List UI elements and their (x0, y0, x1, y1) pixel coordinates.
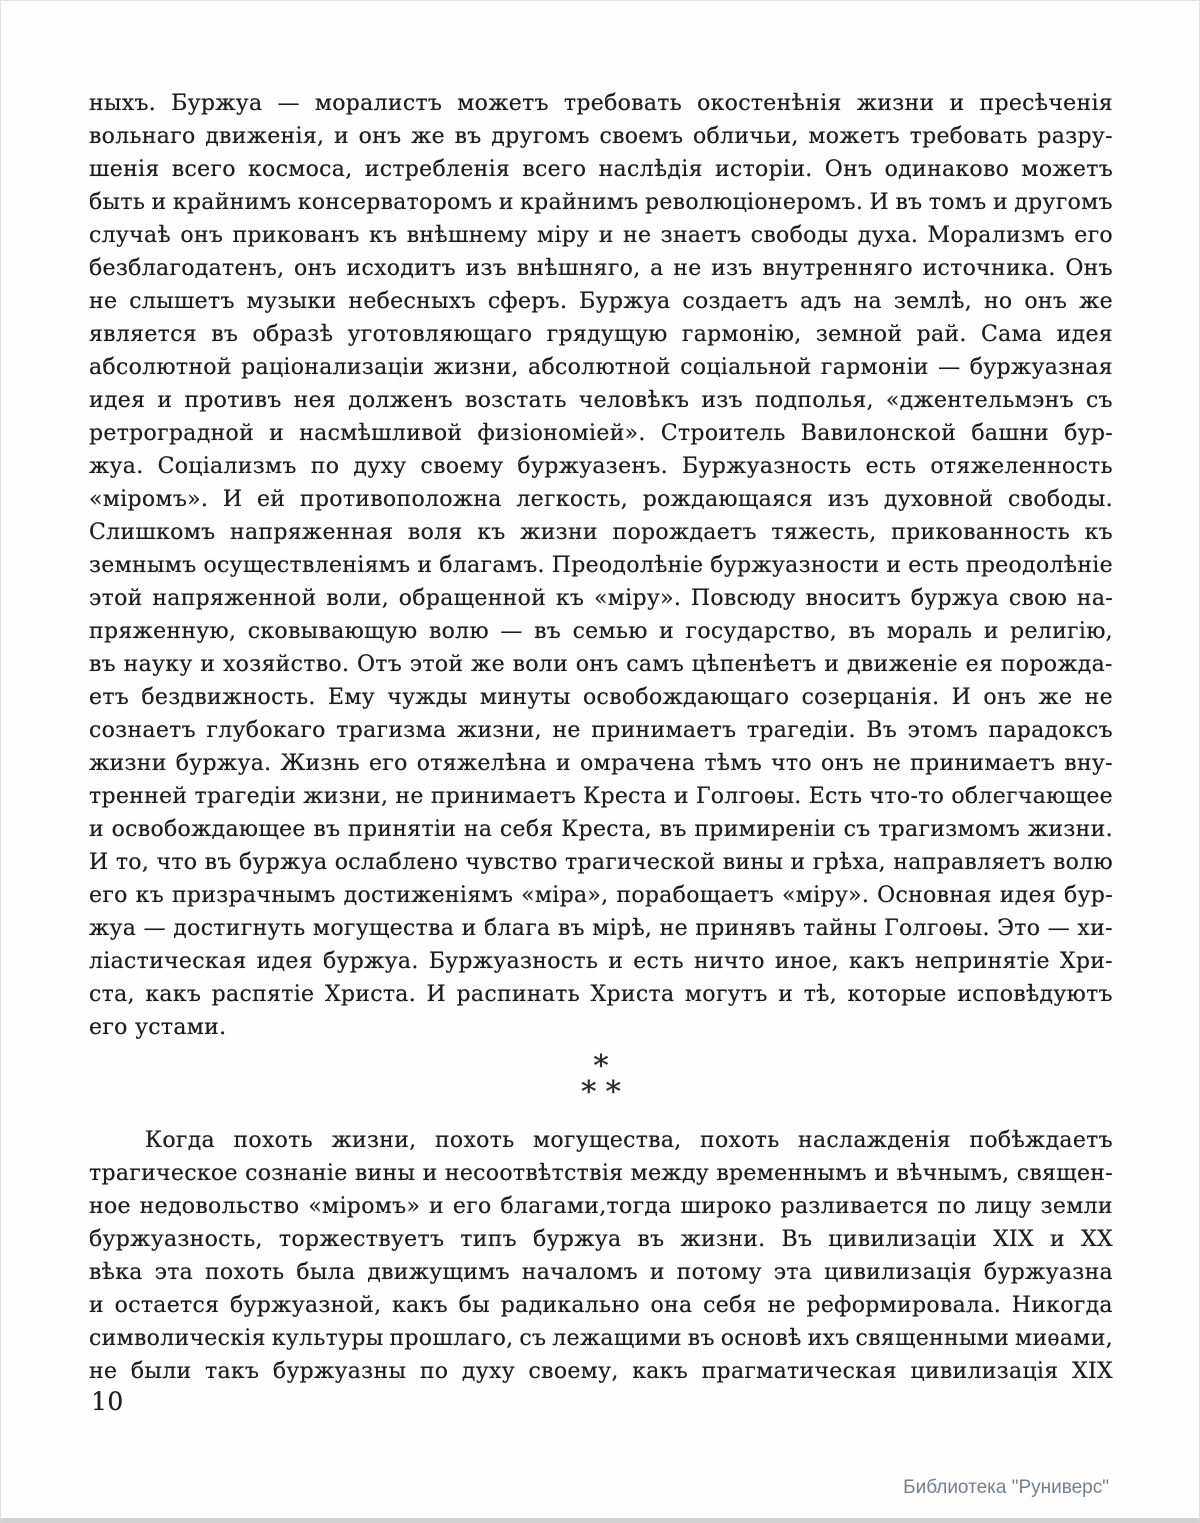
text-line: шенія всего космоса, истребленія всего наслѣдія исторіи. Онъ одинаково можетъ (89, 157, 1113, 182)
text-line: етъ бездвижность. Ему чужды минуты освобождающаго созерцанія. И онъ же не (89, 685, 1113, 710)
text-line: и остается буржуазной, какъ бы радикально она себя не реформировала. Никогда (89, 1293, 1113, 1318)
text-line: ста, какъ распятіе Христа. И распинать Христа могутъ и тѣ, которые исповѣдуютъ (89, 982, 1113, 1007)
text-line: абсолютной раціонализаціи жизни, абсолютной соціальной гармоніи — буржуазная (89, 355, 1113, 380)
text-line: сознаетъ глубокаго трагизма жизни, не принимаетъ трагедіи. Въ этомъ парадоксъ (89, 718, 1113, 743)
text-line: И то, что въ буржуа ослаблено чувство трагической вины и грѣха, направляетъ волю (89, 850, 1113, 875)
text-line: не слышетъ музыки небесныхъ сферъ. Буржуа создаетъ адъ на землѣ, но онъ же (89, 289, 1113, 314)
text-line: пряженную, сковывающую волю — въ семью и государство, въ мораль и религію, (89, 619, 1113, 644)
text-line: безблагодатенъ, онъ исходитъ изъ внѣшняго, а не изъ внутренняго источника. Онъ (89, 256, 1113, 281)
text-line: «міромъ». И ей противоположна легкость, рождающаяся изъ духовной свободы. (89, 487, 1113, 512)
asterisk-top: * (593, 1049, 609, 1084)
paragraph-2 (89, 1124, 1113, 1388)
text-line: въ науку и хозяйство. Отъ этой же воли онъ самъ цѣпенѣетъ и движеніе ея порожда- (89, 652, 1113, 677)
text-line: Когда похоть жизни, похоть могущества, похоть наслажденія побѣждаетъ (145, 1128, 1113, 1153)
text-line: его устами. (89, 1015, 227, 1040)
library-watermark: Библиотека "Руниверс" (903, 1477, 1109, 1498)
text-line: жуа. Соціализмъ по духу своему буржуазенъ. Буржуазность есть отяжеленность (89, 454, 1113, 479)
text-line: идея и противъ нея долженъ возстать человѣкъ изъ подполья, «джентельмэнъ съ (89, 388, 1113, 413)
text-line: жизни буржуа. Жизнь его отяжелѣна и омрачена тѣмъ что онъ не принимаетъ вну- (89, 751, 1113, 776)
paragraph-1 (89, 87, 1113, 1044)
text-line: вѣка эта похоть была движущимъ началомъ и потому эта цивилизація буржуазна (89, 1260, 1113, 1285)
text-block (89, 87, 1113, 1388)
text-line: символическія культуры прошлаго, съ лежащими въ основѣ ихъ священными миѳами, (89, 1326, 1113, 1351)
text-line: является въ образѣ уготовляющаго грядущую гармонію, земной рай. Сама идея (89, 322, 1113, 347)
text-line: вольнаго движенія, и онъ же въ другомъ своемъ обличьи, можетъ требовать разру- (89, 124, 1113, 149)
text-line: жуа — достигнуть могущества и блага въ мірѣ, не принявъ тайны Голгоѳы. Это — хи- (89, 916, 1113, 941)
text-line: этой напряженной воли, обращенной къ «міру». Повсюду вноситъ буржуа свою на- (89, 586, 1113, 611)
text-line: и освобождающее въ принятіи на себя Креста, въ примиреніи съ трагизмомъ жизни. (89, 817, 1113, 842)
text-line: трагическое сознаніе вины и несоотвѣтствія между временнымъ и вѣчнымъ, священ- (89, 1161, 1113, 1186)
section-separator (89, 1049, 1113, 1112)
text-line: ліастическая идея буржуа. Буржуазность и есть ничто иное, какъ непринятіе Хри- (89, 949, 1113, 974)
text-line: ное недовольство «міромъ» и его благами,тогда широко разливается по лицу земли (89, 1194, 1113, 1219)
page-number: 10 (91, 1387, 124, 1416)
text-line: буржуазность, торжествуетъ типъ буржуа въ жизни. Въ цивилизаціи XIX и XX (89, 1227, 1113, 1252)
text-line: Слишкомъ напряженная воля къ жизни порождаетъ тяжесть, прикованность къ (89, 520, 1113, 545)
text-line: земнымъ осуществленіямъ и благамъ. Преодолѣніе буржуазности и есть преодолѣніе (89, 553, 1113, 578)
text-line: не были такъ буржуазны по духу своему, какъ прагматическая цивилизація XIX (89, 1359, 1113, 1384)
text-line: его къ призрачнымъ достиженіямъ «міра», порабощаетъ «міру». Основная идея бур- (89, 883, 1113, 908)
text-line: ныхъ. Буржуа — моралистъ можетъ требовать окостенѣнія жизни и пресѣченія (89, 91, 1113, 116)
asterisk-bottom: * * (581, 1075, 621, 1110)
text-line: случаѣ онъ прикованъ къ внѣшнему міру и не знаетъ свободы духа. Морализмъ его (89, 223, 1113, 248)
text-line: ретроградной и насмѣшливой физіономіей». Строитель Вавилонской башни бур- (89, 421, 1113, 446)
text-line: быть и крайнимъ консерваторомъ и крайнимъ революціонеромъ. И въ томъ и другомъ (89, 190, 1113, 215)
text-line: тренней трагедіи жизни, не принимаетъ Креста и Голгоѳы. Есть что-то облегчающее (89, 784, 1113, 809)
